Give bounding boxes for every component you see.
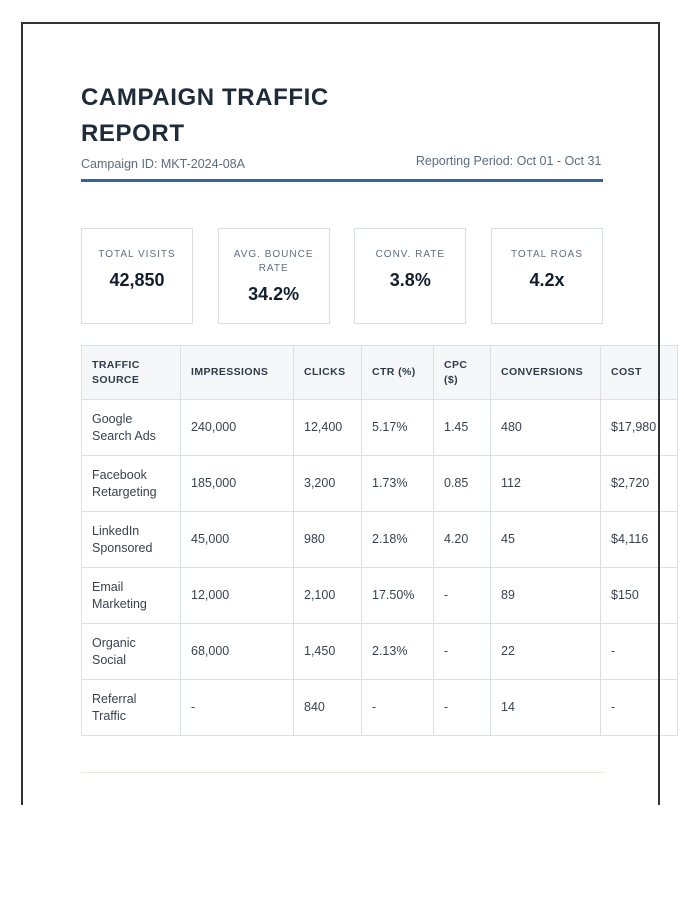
cell-clicks: 1,450 — [294, 624, 362, 680]
reporting-period-label: Reporting Period: Oct 01 - Oct 31 — [415, 154, 602, 168]
header-accent-divider — [81, 179, 603, 182]
cell-ctr: 1.73% — [362, 456, 434, 512]
column-header-clicks: CLICKS — [294, 346, 362, 400]
cell-cost: - — [601, 680, 678, 736]
cell-traffic-source: LinkedIn Sponsored — [82, 512, 181, 568]
stat-value: 3.8% — [389, 270, 431, 290]
table-row-linkedin-sponsored — [82, 512, 678, 568]
cell-traffic-source: Email Marketing — [82, 568, 181, 624]
cell-impressions: 68,000 — [181, 624, 294, 680]
stat-label: AVG. BOUNCE RATE — [233, 249, 314, 274]
cell-ctr: 2.18% — [362, 512, 434, 568]
stat-card-conv-rate — [354, 228, 466, 324]
stat-value: 42,850 — [109, 270, 165, 290]
column-header-conversions: CONVERSIONS — [491, 346, 601, 400]
stat-card-total-visits — [81, 228, 193, 324]
cell-cpc: 4.20 — [434, 512, 491, 568]
cell-cost: $150 — [601, 568, 678, 624]
table-row-facebook-retargeting — [82, 456, 678, 512]
cell-ctr: 5.17% — [362, 400, 434, 456]
cell-conversions: 14 — [491, 680, 601, 736]
stat-value: 34.2% — [248, 284, 300, 304]
cell-cost: - — [601, 624, 678, 680]
cell-cost: $2,720 — [601, 456, 678, 512]
report-content — [21, 22, 662, 773]
table-row-referral-traffic — [82, 680, 678, 736]
cell-conversions: 22 — [491, 624, 601, 680]
stats-row — [81, 228, 603, 324]
cell-cpc: 0.85 — [434, 456, 491, 512]
cell-conversions: 45 — [491, 512, 601, 568]
stat-label: TOTAL ROAS — [510, 249, 583, 260]
table-header-row-group — [82, 346, 678, 400]
table-row-google-search-ads — [82, 400, 678, 456]
cell-clicks: 3,200 — [294, 456, 362, 512]
report-header — [81, 80, 603, 172]
cell-cpc: - — [434, 568, 491, 624]
stat-card-avg-bounce-rate — [218, 228, 330, 324]
table-body-row-group — [82, 400, 678, 736]
footer-divider — [81, 772, 603, 773]
stat-card-total-roas — [491, 228, 603, 324]
report-header-left — [81, 80, 416, 172]
cell-clicks: 980 — [294, 512, 362, 568]
cell-traffic-source: Google Search Ads — [82, 400, 181, 456]
cell-clicks: 12,400 — [294, 400, 362, 456]
column-header-cost: COST — [601, 346, 678, 400]
cell-traffic-source: Organic Social — [82, 624, 181, 680]
cell-conversions: 89 — [491, 568, 601, 624]
cell-impressions: 240,000 — [181, 400, 294, 456]
campaign-id-label: Campaign ID: MKT-2024-08A — [81, 157, 245, 171]
cell-conversions: 112 — [491, 456, 601, 512]
traffic-sources-table — [81, 345, 678, 736]
cell-cpc: 1.45 — [434, 400, 491, 456]
cell-impressions: 12,000 — [181, 568, 294, 624]
cell-traffic-source: Facebook Retargeting — [82, 456, 181, 512]
cell-ctr: 2.13% — [362, 624, 434, 680]
cell-cost: $17,980 — [601, 400, 678, 456]
table-header-row — [82, 346, 678, 400]
table-row-email-marketing — [82, 568, 678, 624]
cell-impressions: - — [181, 680, 294, 736]
cell-ctr: - — [362, 680, 434, 736]
column-header-ctr: CTR (%) — [362, 346, 434, 400]
stat-label: TOTAL VISITS — [98, 249, 176, 260]
cell-cost: $4,116 — [601, 512, 678, 568]
cell-clicks: 840 — [294, 680, 362, 736]
report-page — [21, 22, 662, 805]
cell-cpc: - — [434, 680, 491, 736]
cell-cpc: - — [434, 624, 491, 680]
cell-impressions: 45,000 — [181, 512, 294, 568]
cell-clicks: 2,100 — [294, 568, 362, 624]
column-header-cpc: CPC ($) — [434, 346, 491, 400]
page-title: CAMPAIGN TRAFFIC REPORT — [81, 84, 329, 147]
stat-label: CONV. RATE — [375, 249, 446, 260]
cell-impressions: 185,000 — [181, 456, 294, 512]
cell-ctr: 17.50% — [362, 568, 434, 624]
stat-value: 4.2x — [529, 270, 565, 290]
table-row-organic-social — [82, 624, 678, 680]
column-header-traffic-source: TRAFFIC SOURCE — [82, 346, 181, 400]
cell-traffic-source: Referral Traffic — [82, 680, 181, 736]
column-header-impressions: IMPRESSIONS — [181, 346, 294, 400]
cell-conversions: 480 — [491, 400, 601, 456]
